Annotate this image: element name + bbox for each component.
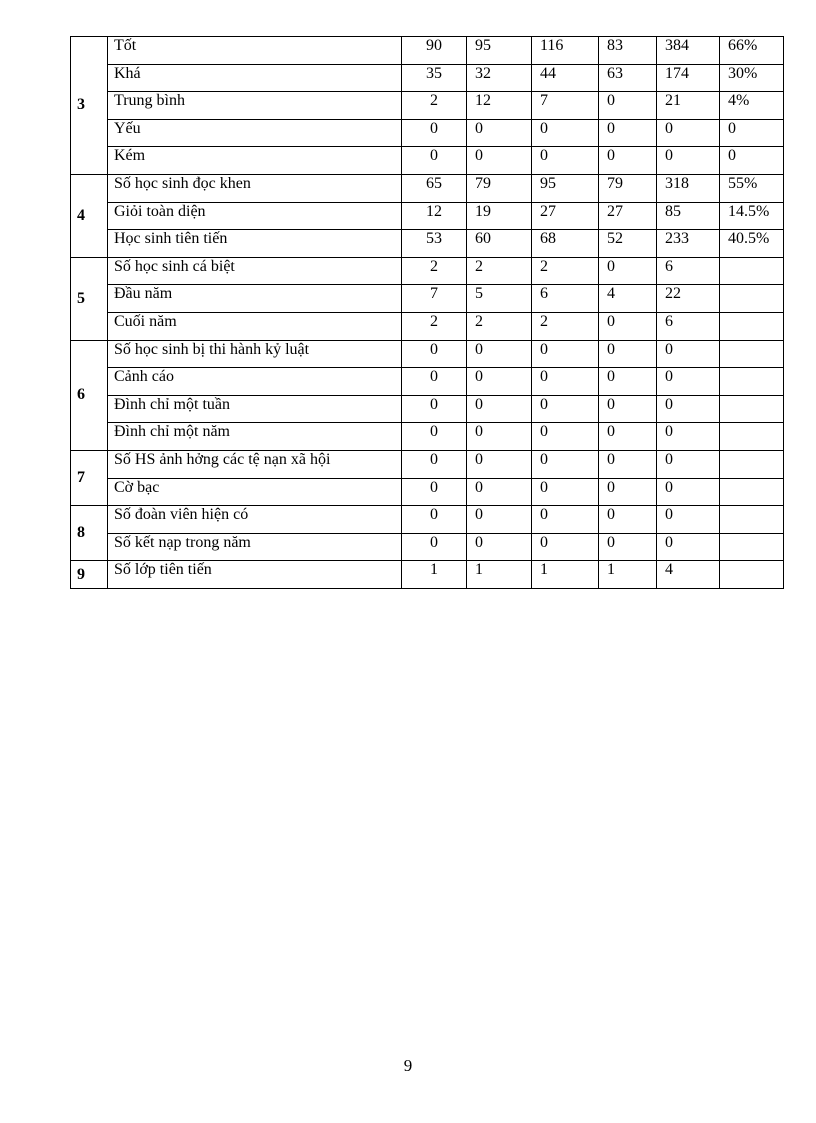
criterion-label: Số lớp tiên tiến: [108, 561, 402, 589]
value-cell: 1: [402, 561, 467, 589]
value-cell: 0: [467, 340, 532, 368]
value-cell: 0: [599, 423, 657, 451]
value-cell: 7: [402, 285, 467, 313]
value-cell: 66%: [720, 37, 784, 65]
value-cell: 0: [467, 450, 532, 478]
value-cell: 0: [599, 506, 657, 534]
table-row: [71, 257, 784, 285]
value-cell: 1: [532, 561, 599, 589]
value-cell: 2: [402, 92, 467, 120]
statistics-table: [70, 36, 784, 589]
item-number: 8: [71, 506, 108, 561]
value-cell: 0: [599, 533, 657, 561]
value-cell: 0: [599, 92, 657, 120]
value-cell: 85: [657, 202, 720, 230]
value-cell: 0: [657, 340, 720, 368]
value-cell: 0: [657, 368, 720, 396]
table-row: [71, 478, 784, 506]
value-cell: 0: [402, 147, 467, 175]
value-cell: 2: [532, 257, 599, 285]
table-row: [71, 92, 784, 120]
criterion-label: Đình chỉ một tuần: [108, 395, 402, 423]
table-row: [71, 533, 784, 561]
value-cell: [720, 506, 784, 534]
value-cell: [720, 368, 784, 396]
table-row: [71, 37, 784, 65]
table-row: [71, 340, 784, 368]
value-cell: 0: [599, 395, 657, 423]
criterion-label: Đình chỉ một năm: [108, 423, 402, 451]
value-cell: 12: [467, 92, 532, 120]
criterion-label: Giỏi toàn diện: [108, 202, 402, 230]
value-cell: 0: [467, 533, 532, 561]
value-cell: 0: [402, 368, 467, 396]
value-cell: 52: [599, 230, 657, 258]
value-cell: 4: [599, 285, 657, 313]
table-row: [71, 147, 784, 175]
value-cell: 27: [532, 202, 599, 230]
value-cell: 2: [402, 257, 467, 285]
criterion-label: Tốt: [108, 37, 402, 65]
value-cell: [720, 312, 784, 340]
value-cell: 60: [467, 230, 532, 258]
value-cell: 0: [532, 533, 599, 561]
criterion-label: Khá: [108, 64, 402, 92]
criterion-label: Học sinh tiên tiến: [108, 230, 402, 258]
value-cell: 55%: [720, 174, 784, 202]
value-cell: 0: [532, 450, 599, 478]
value-cell: 0: [467, 423, 532, 451]
value-cell: 2: [467, 312, 532, 340]
item-number: 3: [71, 37, 108, 175]
value-cell: 0: [657, 450, 720, 478]
value-cell: 0: [467, 478, 532, 506]
value-cell: 30%: [720, 64, 784, 92]
value-cell: 0: [657, 423, 720, 451]
value-cell: 0: [467, 119, 532, 147]
table-row: [71, 64, 784, 92]
value-cell: 0: [657, 533, 720, 561]
value-cell: 0: [467, 147, 532, 175]
table-row: [71, 174, 784, 202]
value-cell: 0: [467, 506, 532, 534]
value-cell: 0: [532, 340, 599, 368]
value-cell: 0: [402, 423, 467, 451]
value-cell: 0: [657, 506, 720, 534]
criterion-label: Số kết nạp trong năm: [108, 533, 402, 561]
item-number: 9: [71, 561, 108, 589]
criterion-label: Số học sinh cá biệt: [108, 257, 402, 285]
value-cell: 0: [532, 119, 599, 147]
value-cell: 12: [402, 202, 467, 230]
value-cell: 0: [599, 257, 657, 285]
value-cell: [720, 533, 784, 561]
criterion-label: Cờ bạc: [108, 478, 402, 506]
value-cell: [720, 285, 784, 313]
value-cell: 0: [599, 340, 657, 368]
value-cell: 1: [599, 561, 657, 589]
page-number: 9: [403, 1056, 413, 1075]
value-cell: 6: [532, 285, 599, 313]
table-row: [71, 395, 784, 423]
value-cell: 318: [657, 174, 720, 202]
value-cell: 174: [657, 64, 720, 92]
value-cell: 53: [402, 230, 467, 258]
value-cell: 0: [657, 119, 720, 147]
value-cell: 0: [402, 395, 467, 423]
value-cell: 0: [599, 368, 657, 396]
value-cell: 32: [467, 64, 532, 92]
table-row: [71, 202, 784, 230]
table-row: [71, 450, 784, 478]
value-cell: 83: [599, 37, 657, 65]
value-cell: 0: [402, 506, 467, 534]
value-cell: 0: [720, 147, 784, 175]
value-cell: 68: [532, 230, 599, 258]
value-cell: [720, 478, 784, 506]
criterion-label: Đầu năm: [108, 285, 402, 313]
value-cell: 95: [467, 37, 532, 65]
value-cell: 0: [402, 340, 467, 368]
value-cell: 0: [599, 147, 657, 175]
item-number: 4: [71, 174, 108, 257]
criterion-label: Số HS ảnh hởng các tệ nạn xã hội: [108, 450, 402, 478]
value-cell: 0: [402, 450, 467, 478]
value-cell: [720, 450, 784, 478]
table-row: [71, 506, 784, 534]
value-cell: 4: [657, 561, 720, 589]
value-cell: [720, 423, 784, 451]
value-cell: 2: [532, 312, 599, 340]
value-cell: 2: [467, 257, 532, 285]
value-cell: 7: [532, 92, 599, 120]
value-cell: 0: [402, 478, 467, 506]
value-cell: 65: [402, 174, 467, 202]
criterion-label: Yếu: [108, 119, 402, 147]
value-cell: 5: [467, 285, 532, 313]
value-cell: 0: [402, 533, 467, 561]
value-cell: [720, 395, 784, 423]
value-cell: 0: [657, 147, 720, 175]
value-cell: 22: [657, 285, 720, 313]
table-row: [71, 312, 784, 340]
item-number: 5: [71, 257, 108, 340]
item-number: 7: [71, 450, 108, 505]
value-cell: 0: [467, 395, 532, 423]
value-cell: [720, 340, 784, 368]
value-cell: 27: [599, 202, 657, 230]
value-cell: 14.5%: [720, 202, 784, 230]
value-cell: 6: [657, 312, 720, 340]
value-cell: 0: [532, 478, 599, 506]
value-cell: 0: [532, 368, 599, 396]
value-cell: 6: [657, 257, 720, 285]
value-cell: 116: [532, 37, 599, 65]
criterion-label: Kém: [108, 147, 402, 175]
criterion-label: Số đoàn viên hiện có: [108, 506, 402, 534]
criterion-label: Trung bình: [108, 92, 402, 120]
value-cell: 0: [657, 478, 720, 506]
value-cell: 0: [402, 119, 467, 147]
value-cell: 0: [532, 423, 599, 451]
value-cell: 35: [402, 64, 467, 92]
value-cell: 0: [532, 506, 599, 534]
table-row: [71, 561, 784, 589]
value-cell: 90: [402, 37, 467, 65]
value-cell: 4%: [720, 92, 784, 120]
value-cell: [720, 561, 784, 589]
value-cell: [720, 257, 784, 285]
value-cell: 95: [532, 174, 599, 202]
table-row: [71, 285, 784, 313]
value-cell: 19: [467, 202, 532, 230]
value-cell: 1: [467, 561, 532, 589]
item-number: 6: [71, 340, 108, 450]
value-cell: 233: [657, 230, 720, 258]
value-cell: 40.5%: [720, 230, 784, 258]
criterion-label: Cảnh cáo: [108, 368, 402, 396]
value-cell: 0: [532, 395, 599, 423]
value-cell: 0: [720, 119, 784, 147]
value-cell: 79: [467, 174, 532, 202]
value-cell: 2: [402, 312, 467, 340]
value-cell: 384: [657, 37, 720, 65]
value-cell: 0: [657, 395, 720, 423]
value-cell: 0: [599, 119, 657, 147]
value-cell: 0: [467, 368, 532, 396]
criterion-label: Số học sinh bị thi hành kỷ luật: [108, 340, 402, 368]
value-cell: 21: [657, 92, 720, 120]
value-cell: 44: [532, 64, 599, 92]
value-cell: 63: [599, 64, 657, 92]
table-row: [71, 423, 784, 451]
value-cell: 79: [599, 174, 657, 202]
criterion-label: Cuối năm: [108, 312, 402, 340]
criterion-label: Số học sinh đọc khen: [108, 174, 402, 202]
value-cell: 0: [599, 478, 657, 506]
value-cell: 0: [599, 312, 657, 340]
value-cell: 0: [532, 147, 599, 175]
table-row: [71, 119, 784, 147]
table-row: [71, 230, 784, 258]
table-row: [71, 368, 784, 396]
value-cell: 0: [599, 450, 657, 478]
